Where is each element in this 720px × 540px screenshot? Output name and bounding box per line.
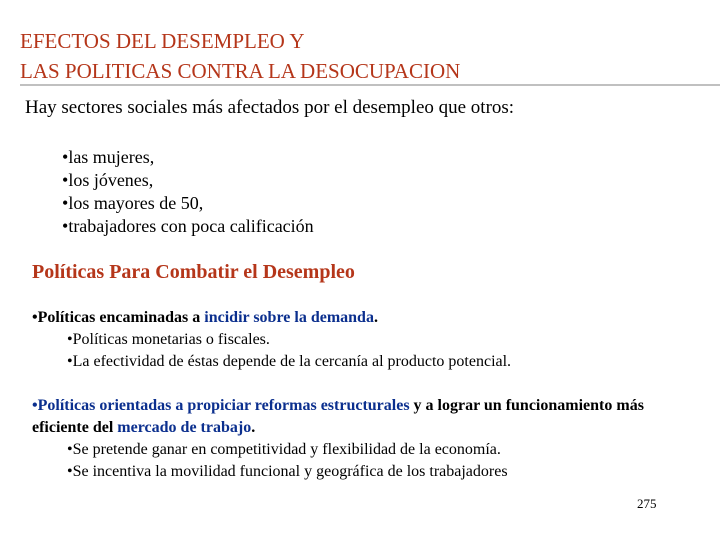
- title-divider: [20, 84, 720, 86]
- policy-demand-lead: Políticas encaminadas a: [37, 309, 205, 326]
- policy-structural-lead: eficiente del: [32, 419, 118, 436]
- policy-structural-heading-line-2: [32, 417, 720, 439]
- policy-demand-list: [32, 329, 720, 373]
- policy-structural-middle: y a lograr un funcionamiento más: [409, 397, 644, 414]
- policy-structural-heading-line-1: [32, 395, 720, 417]
- list-item: • los jóvenes,: [62, 169, 314, 192]
- policy-structural-list: [32, 439, 720, 483]
- list-item: • La efectividad de éstas depende de la cercanía al producto potencial.: [67, 351, 720, 373]
- page-number: 275: [637, 496, 657, 511]
- list-item: • Se pretende ganar en competitividad y flexibilidad de la economía.: [67, 439, 720, 461]
- list-item: • Se incentiva la movilidad funcional y geográfica de los trabajadores: [67, 461, 720, 483]
- policy-demand-highlight: incidir sobre la demanda: [204, 309, 374, 326]
- bullet: •: [32, 309, 38, 326]
- policy-demand-block: [32, 307, 720, 373]
- labor-market-highlight: mercado de trabajo: [117, 419, 252, 436]
- period: .: [251, 419, 256, 436]
- list-item: • los mayores de 50,: [62, 192, 314, 215]
- slide-title-line-2: LAS POLITICAS CONTRA LA DESOCUPACION: [20, 59, 461, 83]
- intro-text: Hay sectores sociales más afectados por el desempleo que otros:: [25, 97, 515, 118]
- policy-structural-highlight: Políticas orientadas a propiciar reformas estructurales: [37, 397, 410, 414]
- bullet: •: [32, 397, 38, 414]
- policy-demand-heading: [32, 307, 720, 329]
- section-heading: Políticas Para Combatir el Desempleo: [32, 261, 355, 283]
- list-item: • las mujeres,: [62, 146, 314, 169]
- affected-groups-list: [62, 146, 314, 238]
- list-item: • trabajadores con poca calificación: [62, 215, 314, 238]
- slide-title-line-1: EFECTOS DEL DESEMPLEO Y: [20, 29, 305, 53]
- period: .: [373, 309, 378, 326]
- policy-structural-block: [32, 395, 720, 483]
- list-item: • Políticas monetarias o fiscales.: [67, 329, 720, 351]
- slide-title: [20, 26, 460, 86]
